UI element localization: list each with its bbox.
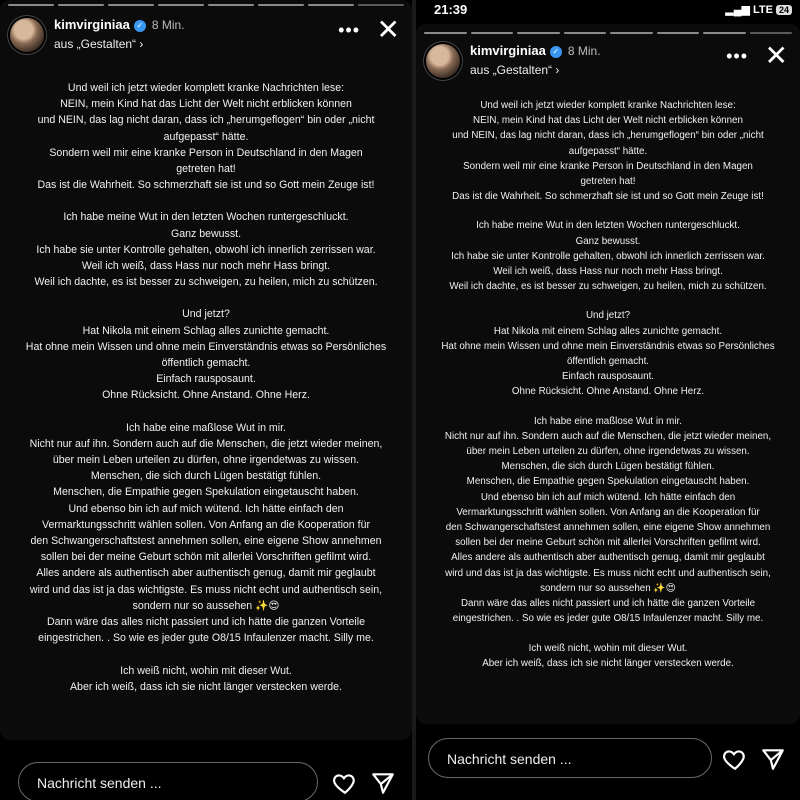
- story-text-line: Ich habe meine Wut in den letzten Wochen runtergeschluckt.: [63, 211, 349, 224]
- story-text-line: Ich habe sie unter Kontrolle gehalten, obwohl ich innerlich zerrissen war.: [451, 250, 765, 262]
- story-text-line: Aber ich weiß, dass ich sie nicht länger verstecken werde.: [69, 680, 343, 693]
- heart-icon[interactable]: [332, 770, 358, 796]
- story-text-line: Und weil ich jetzt wieder komplett kranke Nachrichten lese:: [480, 100, 736, 111]
- story-text-line: Ich habe eine maßlose Wut in mir.: [534, 415, 682, 427]
- progress-segment: [158, 4, 204, 6]
- story-text-line: Hat Nikola mit einem Schlag alles zunichte gemacht.: [82, 324, 330, 337]
- story-text-line: Nicht nur auf ihn. Sondern auch auf die Menschen, die jetzt wieder meinen,: [444, 430, 772, 442]
- story-text-line: den Schwangerschaftstest annehmen sollen, eine eigene Show annehmen: [445, 522, 771, 534]
- story-text-line: sollen bei der meine Geburt schön mit allerlei Vorschriften gefilmt wird.: [40, 551, 372, 564]
- story-text-line: Einfach rausposaunt.: [156, 373, 256, 386]
- story-text-line: Sondern weil mir eine kranke Person in Deutschland in den Magen: [463, 160, 753, 172]
- network-label: LTE: [753, 4, 773, 16]
- story-text-line: Ich weiß nicht, wohin mit dieser Wut.: [120, 664, 292, 677]
- story-text-line: und NEIN, das lag nicht daran, dass ich „herumgeflogen“ bin oder „nicht: [37, 114, 375, 127]
- progress-segment-current: [750, 32, 793, 34]
- progress-segment: [424, 32, 467, 34]
- status-indicators: ▂▄▆ LTE 24: [725, 3, 792, 16]
- progress-segment: [258, 4, 304, 6]
- story-text-line: Und ebenso bin ich auf mich wütend. Ich hätte einfach den: [480, 491, 736, 503]
- progress-segment: [564, 32, 607, 34]
- story-text-line: Alles andere als authentisch aber authentisch genug, damit mir geglaubt: [36, 567, 376, 580]
- paragraph-gap: [6, 647, 406, 663]
- progress-segment-current: [358, 4, 404, 6]
- avatar[interactable]: [426, 44, 460, 78]
- story-text: [6, 80, 406, 695]
- story-text-line: Menschen, die Empathie gegen Spekulation eingetauscht haben.: [53, 486, 359, 499]
- paragraph-gap: [422, 204, 794, 218]
- story-text-line: Und weil ich jetzt wieder komplett kranke Nachrichten lese:: [67, 82, 345, 94]
- story-text-line: getreten hat!: [176, 163, 236, 176]
- story-text-line: und NEIN, das lag nicht daran, dass ich „herumgeflogen“ bin oder „nicht: [452, 130, 764, 142]
- story-screenshot-right: [416, 0, 800, 800]
- story-text-line: Hat Nikola mit einem Schlag alles zunichte gemacht.: [493, 325, 723, 337]
- story-header: [10, 16, 402, 60]
- story-text-line: Weil ich dachte, es ist besser zu schweigen, zu heilen, mich zu schützen.: [449, 281, 767, 293]
- username[interactable]: kimvirginiaa ✓ 8 Min.: [54, 17, 185, 32]
- story-text-line: Alles andere als authentisch aber authentisch genug, damit mir geglaubt: [451, 552, 765, 564]
- paragraph-gap: [422, 294, 794, 308]
- story-text-line: NEIN, mein Kind hat das Licht der Welt nicht erblicken können: [473, 115, 743, 127]
- story-text-line: sondern nur so aussehen ✨😍: [540, 582, 676, 594]
- send-icon[interactable]: [370, 770, 396, 796]
- story-text-line: Und ebenso bin ich auf mich wütend. Ich hätte einfach den: [68, 502, 344, 515]
- story-text-line: Ich habe eine maßlose Wut in mir.: [126, 421, 286, 434]
- avatar[interactable]: [10, 18, 44, 52]
- progress-segment: [58, 4, 104, 6]
- paragraph-gap: [6, 290, 406, 306]
- post-time: 8 Min.: [567, 44, 601, 58]
- paragraph-gap: [422, 627, 794, 641]
- story-text-line: Ohne Rücksicht. Ohne Anstand. Ohne Herz.: [511, 386, 705, 398]
- progress-segment: [703, 32, 746, 34]
- paragraph-gap: [6, 404, 406, 420]
- progress-segment: [208, 4, 254, 6]
- progress-segment: [108, 4, 154, 6]
- more-options-icon[interactable]: •••: [726, 46, 748, 66]
- story-text-line: Sondern weil mir eine kranke Person in Deutschland in den Magen: [49, 146, 363, 159]
- progress-segment: [517, 32, 560, 34]
- status-time: 21:39: [434, 2, 468, 17]
- story-text-line: aufgepasst“ hätte.: [163, 130, 249, 143]
- story-source-link[interactable]: aus „Gestalten“ ›: [54, 37, 144, 51]
- story-text-line: Weil ich dachte, es ist besser zu schweigen, zu heilen, mich zu schützen.: [34, 276, 378, 289]
- story-progress-bars: [8, 4, 404, 6]
- story-text-line: öffentlich gemacht.: [161, 357, 251, 370]
- battery-icon: 24: [776, 5, 792, 15]
- story-text: [422, 98, 794, 671]
- story-text-line: getreten hat!: [580, 176, 636, 188]
- story-header: [426, 42, 790, 86]
- story-text-line: Ich weiß nicht, wohin mit dieser Wut.: [528, 642, 688, 654]
- story-text-line: aufgepasst“ hätte.: [568, 145, 648, 157]
- story-text-line: sollen bei der meine Geburt schön mit allerlei Vorschriften gefilmt wird.: [455, 537, 761, 549]
- story-text-line: Dann wäre das alles nicht passiert und ich hätte die ganzen Vorteile: [46, 616, 365, 629]
- story-text-line: Vermarktungsschritt wählen sollen. Von Anfang an die Kooperation für: [41, 518, 371, 531]
- story-progress-bars: [424, 32, 792, 34]
- story-text-line: Menschen, die Empathie gegen Spekulation eingetauscht haben.: [466, 476, 750, 488]
- story-text-line: öffentlich gemacht.: [566, 356, 650, 368]
- story-text-line: Ganz bewusst.: [170, 227, 242, 240]
- story-text-line: den Schwangerschaftstest annehmen sollen, eine eigene Show annehmen: [30, 535, 382, 548]
- story-text-line: Ich habe sie unter Kontrolle gehalten, obwohl ich innerlich zerrissen war.: [36, 243, 376, 256]
- story-text-line: Und jetzt?: [182, 308, 230, 321]
- story-text-line: eingestrichen. . So wie es jeder gute O8/15 Infaulenzer macht. Silly me.: [38, 632, 374, 645]
- progress-segment: [657, 32, 700, 34]
- send-icon[interactable]: [760, 746, 786, 772]
- username[interactable]: kimvirginiaa ✓ 8 Min.: [470, 43, 601, 58]
- story-text-line: Aber ich weiß, dass ich sie nicht länger verstecken werde.: [482, 657, 734, 669]
- story-text-line: sondern nur so aussehen ✨😍: [132, 599, 280, 612]
- verified-icon: ✓: [550, 46, 562, 58]
- story-text-line: Weil ich weiß, dass Hass nur noch mehr Hass bringt.: [493, 266, 723, 278]
- story-text-line: Menschen, die sich durch Lügen bestätigt fühlen.: [90, 470, 322, 483]
- story-text-line: über mein Leben urteilen zu dürfen, ohne irgendetwas zu wissen.: [466, 446, 750, 458]
- story-text-line: über mein Leben urteilen zu dürfen, ohne irgendetwas zu wissen.: [52, 454, 360, 467]
- story-text-line: Das ist die Wahrheit. So schmerzhaft sie ist und so Gott mein Zeuge ist!: [37, 179, 375, 192]
- story-text-line: wird und das ist ja das wichtigste. Es muss nicht echt und authentisch sein,: [445, 567, 771, 579]
- paragraph-gap: [422, 400, 794, 414]
- story-text-line: Dann wäre das alles nicht passiert und ich hätte die ganzen Vorteile: [460, 598, 756, 610]
- story-text-line: Das ist die Wahrheit. So schmerzhaft sie ist und so Gott mein Zeuge ist!: [452, 191, 764, 203]
- progress-segment: [8, 4, 54, 6]
- story-source-link[interactable]: aus „Gestalten“ ›: [470, 63, 560, 77]
- story-text-line: eingestrichen. . So wie es jeder gute O8/15 Infaulenzer macht. Silly me.: [452, 613, 764, 625]
- story-text-line: Weil ich weiß, dass Hass nur noch mehr Hass bringt.: [81, 260, 331, 273]
- verified-icon: ✓: [134, 20, 146, 32]
- story-text-line: Hat ohne mein Wissen und ohne mein Einverständnis etwas so Persönliches: [441, 340, 775, 352]
- reply-input[interactable]: Nachricht senden ...: [428, 738, 712, 778]
- story-text-line: Vermarktungsschritt wählen sollen. Von Anfang an die Kooperation für: [456, 506, 760, 518]
- post-time: 8 Min.: [151, 18, 185, 32]
- close-icon[interactable]: ✕: [764, 40, 788, 71]
- story-text-line: NEIN, mein Kind hat das Licht der Welt nicht erblicken können: [60, 98, 352, 111]
- paragraph-gap: [6, 193, 406, 209]
- more-options-icon[interactable]: •••: [338, 20, 360, 40]
- story-text-line: Menschen, die sich durch Lügen bestätigt fühlen.: [501, 461, 715, 473]
- heart-icon[interactable]: [722, 746, 748, 772]
- close-icon[interactable]: ✕: [376, 14, 400, 45]
- progress-segment: [610, 32, 653, 34]
- status-bar: [416, 0, 800, 24]
- story-text-line: wird und das ist ja das wichtigste. Es muss nicht echt und authentisch sein,: [29, 583, 383, 596]
- story-text-line: Nicht nur auf ihn. Sondern auch auf die Menschen, die jetzt wieder meinen,: [29, 437, 383, 450]
- story-text-line: Ohne Rücksicht. Ohne Anstand. Ohne Herz.: [102, 389, 310, 402]
- story-text-line: Und jetzt?: [585, 310, 631, 322]
- story-text-line: Ich habe meine Wut in den letzten Wochen runtergeschluckt.: [476, 220, 740, 232]
- progress-segment: [471, 32, 514, 34]
- progress-segment: [308, 4, 354, 6]
- story-text-line: Ganz bewusst.: [575, 235, 641, 247]
- reply-input[interactable]: Nachricht senden ...: [18, 762, 318, 800]
- story-text-line: Einfach rausposaunt.: [561, 371, 655, 383]
- story-text-line: Hat ohne mein Wissen und ohne mein Einverständnis etwas so Persönliches: [25, 340, 387, 353]
